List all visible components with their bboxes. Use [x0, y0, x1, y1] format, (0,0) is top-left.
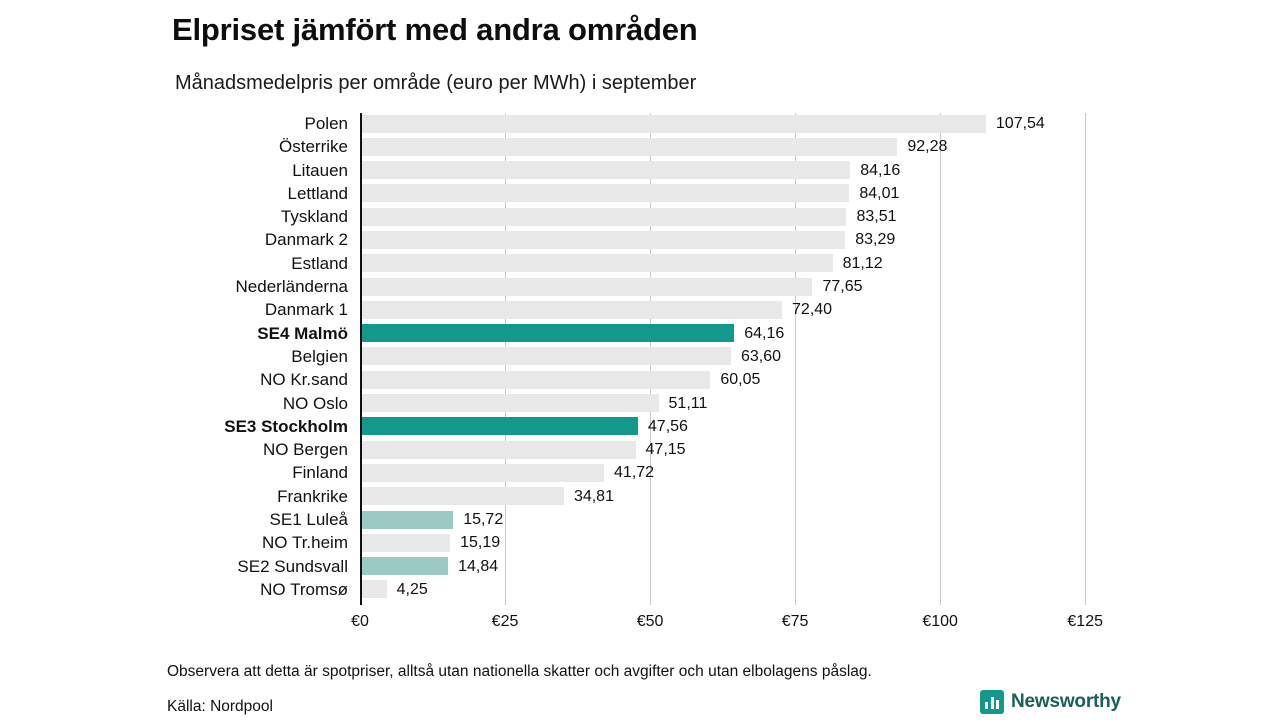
bar-value-label: 83,29	[855, 231, 896, 249]
bar	[362, 417, 638, 435]
bar	[362, 231, 845, 249]
bar	[362, 371, 710, 389]
category-label: Finland	[292, 463, 348, 483]
category-label: SE4 Malmö	[257, 323, 348, 343]
bar-row	[264, 229, 1120, 252]
category-label: SE1 Luleå	[269, 510, 348, 530]
bar-value-label: 81,12	[842, 254, 883, 272]
bar-row	[292, 160, 1120, 183]
bar	[362, 301, 782, 319]
category-label: Lettland	[287, 183, 348, 203]
category-label: Frankrike	[277, 486, 348, 506]
bar-value-label: 84,16	[860, 161, 901, 179]
category-label: NO Tr.heim	[262, 533, 348, 553]
bar-value-label: 51,11	[668, 394, 708, 412]
bar-value-label: 64,16	[744, 324, 785, 342]
bar-row	[282, 393, 1120, 416]
bar	[362, 115, 986, 133]
bar-value-label: 92,28	[907, 138, 948, 156]
category-label: NO Oslo	[282, 393, 348, 413]
x-tick-label: €100	[922, 613, 958, 630]
bar-row	[291, 346, 1120, 369]
category-label: SE3 Stockholm	[224, 416, 348, 436]
bar-row	[262, 532, 1120, 555]
bar-value-label: 72,40	[792, 301, 833, 319]
bar-rows	[224, 113, 1120, 602]
bar-row	[237, 556, 1120, 579]
bar	[362, 487, 564, 505]
category-label: Belgien	[291, 346, 348, 366]
category-label: NO Tromsø	[260, 579, 348, 599]
category-label: Estland	[291, 253, 348, 273]
bar-row	[260, 369, 1120, 392]
chart-source: Källa: Nordpool	[167, 698, 273, 715]
bar-value-label: 63,60	[740, 347, 782, 365]
category-label: NO Bergen	[262, 440, 348, 460]
category-label: Litauen	[292, 160, 348, 180]
bar-row	[235, 276, 1120, 299]
bar-value-label: 15,19	[460, 534, 501, 552]
category-label: Nederländerna	[235, 277, 348, 297]
bar-row	[280, 206, 1120, 229]
bar	[362, 557, 448, 575]
bar-row	[257, 323, 1120, 346]
chart-note: Observera att detta är spotpriser, alltså utan nationella skatter och avgifter och utan elbolagens påslag.	[167, 663, 872, 680]
bar-row	[264, 299, 1120, 322]
bar	[362, 511, 453, 529]
bar-chart-icon	[980, 690, 1004, 714]
bar	[362, 208, 846, 226]
bar-row	[292, 462, 1120, 485]
category-label: NO Kr.sand	[260, 370, 348, 390]
plot-area	[224, 113, 1120, 605]
bar-value-label: 47,56	[647, 417, 688, 435]
x-tick-label: €0	[351, 613, 369, 630]
x-tick-label: €125	[1067, 613, 1103, 630]
x-axis	[351, 607, 1120, 637]
bar	[362, 254, 833, 272]
bar-row	[224, 416, 1120, 439]
bar-row	[291, 253, 1120, 276]
bar-row	[277, 486, 1120, 509]
bar-value-label: 107,54	[995, 115, 1045, 132]
category-label: Polen	[304, 114, 348, 133]
brand-name: Newsworthy	[1011, 691, 1121, 712]
category-label: Österrike	[279, 137, 348, 157]
bar	[362, 184, 849, 202]
bar-value-label: 77,65	[822, 278, 863, 296]
x-tick-label: €25	[491, 613, 519, 630]
bar	[362, 441, 636, 459]
bar-row	[262, 439, 1120, 462]
bar-value-label: 47,15	[645, 441, 686, 459]
bar-row	[279, 136, 1120, 159]
bar-row	[260, 579, 1120, 602]
bar-value-label: 84,01	[859, 184, 900, 202]
bar-value-label: 14,84	[458, 557, 499, 575]
bar-value-label: 83,51	[856, 208, 897, 226]
page-subtitle: Månadsmedelpris per område (euro per MWh) i september	[175, 72, 697, 94]
bar-chart	[0, 113, 1280, 630]
bar-value-label: 15,72	[463, 511, 504, 529]
x-tick-label: €50	[636, 613, 664, 630]
bar-value-label: 41,72	[614, 464, 655, 482]
newsworthy-logo	[980, 690, 1121, 714]
bar-value-label: 4,25	[396, 580, 428, 598]
bar	[362, 534, 450, 552]
category-label: Danmark 2	[264, 230, 348, 250]
bar	[362, 161, 850, 179]
bar-value-label: 34,81	[573, 487, 614, 505]
bar-row	[304, 113, 1120, 136]
bar	[362, 324, 734, 342]
bar-row	[269, 509, 1120, 532]
bar-row	[287, 183, 1120, 206]
bar	[362, 464, 604, 482]
category-label: Danmark 1	[264, 300, 348, 320]
bar	[362, 394, 659, 412]
x-tick-label: €75	[781, 613, 809, 630]
category-label: Tyskland	[280, 207, 348, 227]
category-label: SE2 Sundsvall	[237, 556, 348, 576]
bar	[362, 580, 387, 598]
bar-value-label: 60,05	[720, 371, 761, 389]
bar	[362, 347, 731, 365]
page-title: Elpriset jämfört med andra områden	[172, 12, 698, 47]
bar	[362, 278, 812, 296]
bar	[362, 138, 897, 156]
